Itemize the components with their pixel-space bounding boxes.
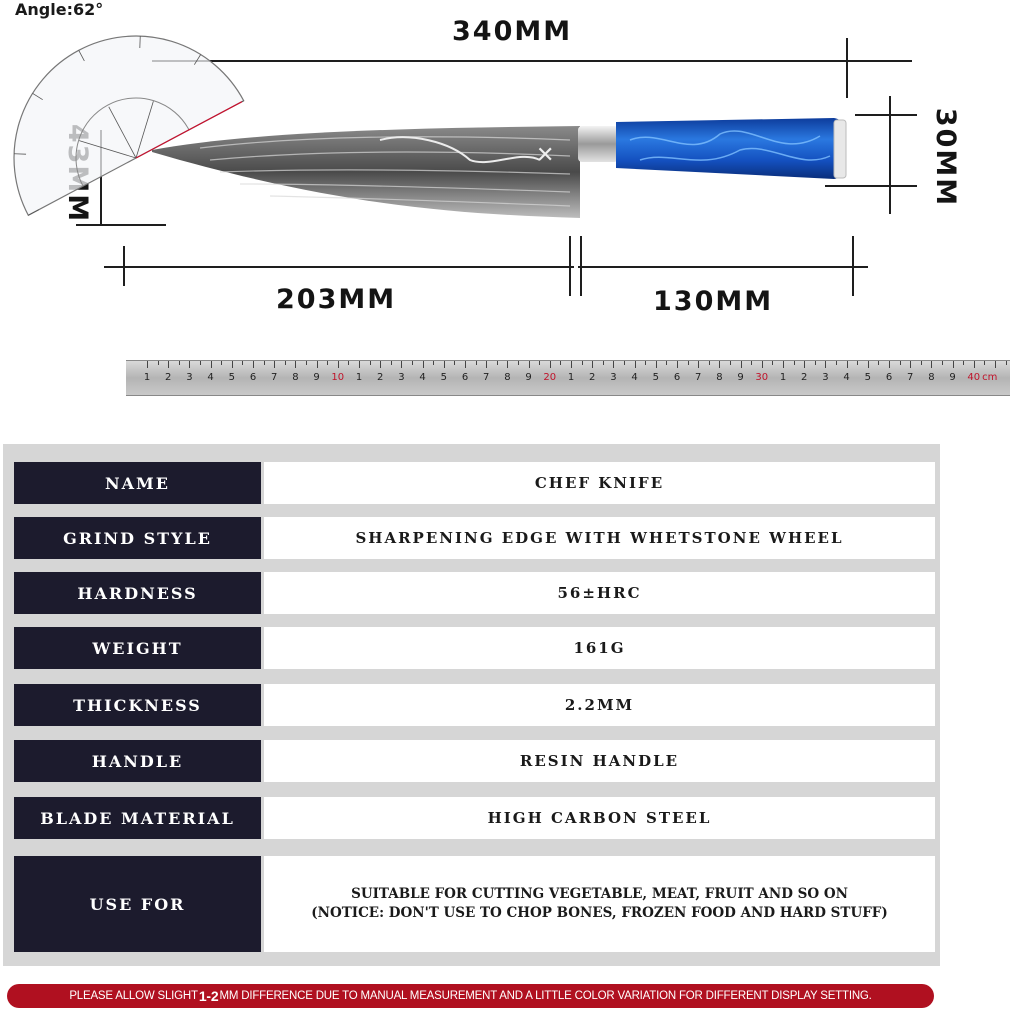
ruler-tick [158,361,159,365]
spec-value: SHARPENING EDGE WITH WHETSTONE WHEEL [264,517,935,559]
ruler-tick [825,361,826,368]
spec-key: THICKNESS [14,684,261,726]
ruler-tick [179,361,180,365]
ruler-tick [910,361,911,368]
ruler-number: 4 [631,372,638,383]
ruler-tick [380,361,381,368]
ruler-number: 9 [313,372,320,383]
measuring-ruler [126,360,1010,396]
ruler-tick [815,361,816,365]
spec-key: USE FOR [14,856,261,952]
ruler-tick [306,361,307,365]
use-for-line: SUITABLE FOR CUTTING VEGETABLE, MEAT, FRUIT AND SO ON [351,886,848,902]
ruler-number: 4 [419,372,426,383]
spec-value [264,856,935,952]
spec-panel [3,444,940,966]
ruler-tick [274,361,275,368]
ruler-tick [613,361,614,368]
spec-row-thickness [14,684,935,726]
use-for-notice-line: (NOTICE: DON'T USE TO CHOP BONES, FROZEN FOOD AND HARD STUFF) [311,905,888,921]
ruler-tick [189,361,190,368]
ruler-tick [974,361,975,368]
ruler-tick [741,361,742,368]
blade-length-label: 203MM [276,284,397,315]
ruler-tick [264,361,265,365]
ruler-tick [200,361,201,365]
blade-logo-icon: ✕ [536,143,555,168]
ruler-tick [560,361,561,365]
ruler-number: 1 [355,372,363,383]
ruler-tick [529,361,530,368]
spec-key: HARDNESS [14,572,261,614]
spec-key: GRIND STYLE [14,517,261,559]
ruler-tick [772,361,773,365]
ruler-tick [348,361,349,365]
ruler-tick [433,361,434,365]
spec-value: 161G [264,627,935,669]
spec-value: 2.2MM [264,684,935,726]
ruler-tick [645,361,646,365]
spec-key: BLADE MATERIAL [14,797,261,839]
ruler-number: 2 [377,372,384,383]
ruler-tick [338,361,339,368]
spec-value: CHEF KNIFE [264,462,935,504]
ruler-tick [253,361,254,368]
ruler-tick [666,361,667,365]
ruler-tick [147,361,148,368]
ruler-tick [465,361,466,368]
handle-height-label: 30MM [930,107,962,208]
ruler-tick [370,361,371,365]
ruler-number: 5 [864,372,871,383]
ruler-tick [242,361,243,365]
ruler-tick [783,361,784,368]
ruler-tick [168,361,169,368]
ruler-tick [730,361,731,365]
ruler-tick [900,361,901,365]
ruler-tick [412,361,413,365]
ruler-tick [603,361,604,365]
knife-handle [616,118,846,179]
ruler-tick [539,361,540,365]
spec-value: HIGH CARBON STEEL [264,797,935,839]
notice-text-start: PLEASE ALLOW SLIGHT [69,990,198,1002]
spec-row-name [14,462,935,504]
ruler-tick [444,361,445,368]
ruler-tick [582,361,583,365]
spec-key: WEIGHT [14,627,261,669]
ruler-tick [995,361,996,368]
protractor [0,0,244,215]
spec-row-hardness [14,572,935,614]
ruler-number: 6 [673,372,681,383]
ruler-tick [953,361,954,368]
ruler-number: 5 [652,372,659,383]
ruler-number: 2 [801,372,808,383]
ruler-tick [359,361,360,368]
ruler-tick [656,361,657,368]
ruler-tick [751,361,752,365]
ruler-number: 1 [567,372,575,383]
ruler-tick [571,361,572,368]
notice-text-end: MM DIFFERENCE DUE TO MANUAL MEASUREMENT AND A LITTLE COLOR VARIATION FOR DIFFERENT DISPLAY SETTING. [219,990,872,1002]
ruler-number: 4 [843,372,850,383]
spec-value: 56±HRC [264,572,935,614]
ruler-tick [942,361,943,365]
ruler-number: 2 [589,372,596,383]
ruler-number: 3 [398,372,405,383]
handle-length-label: 130MM [653,286,774,317]
ruler-tick [804,361,805,368]
ruler-number: 1 [779,372,787,383]
ruler-tick [762,361,763,368]
ruler-tick [518,361,519,365]
ruler-tick [232,361,233,368]
ruler-tick [401,361,402,368]
spec-value: RESIN HANDLE [264,740,935,782]
spec-row-blade-material [14,797,935,839]
ruler-tick [635,361,636,368]
ruler-number: 4 [207,372,214,383]
spec-row-grind-style [14,517,935,559]
ruler-number: 8 [928,372,935,383]
ruler-number: 7 [907,372,914,383]
ruler-tick [889,361,890,368]
ruler-decade-label: 10 [331,372,345,383]
ruler-number: 3 [186,372,193,383]
spec-row-use-for [14,856,935,952]
ruler-tick [592,361,593,368]
ruler-tick [836,361,837,365]
ruler-number: 5 [440,372,447,383]
ruler-tick [317,361,318,368]
ruler-tick [423,361,424,368]
ruler-number: 3 [610,372,617,383]
ruler-number: 3 [822,372,829,383]
ruler-tick [688,361,689,365]
ruler-number: 8 [716,372,723,383]
ruler-number: 9 [737,372,744,383]
ruler-decade-label: 40 [967,372,981,383]
ruler-tick [391,361,392,365]
ruler-tick [931,361,932,368]
ruler-tick [221,361,222,365]
ruler-tick [709,361,710,365]
spec-key: HANDLE [14,740,261,782]
ruler-tick [847,361,848,368]
ruler-tick [295,361,296,368]
ruler-tick [1006,361,1007,365]
ruler-tick [878,361,879,365]
ruler-tick [497,361,498,365]
angle-label: Angle:62° [15,0,104,19]
ruler-decade-label: 30 [755,372,769,383]
ruler-number: 8 [292,372,299,383]
ruler-number: 1 [143,372,151,383]
ruler-tick [698,361,699,368]
ruler-tick [507,361,508,368]
ruler-number: 2 [165,372,172,383]
ruler-tick [857,361,858,365]
ruler-decade-label: 20 [543,372,557,383]
ruler-tick [285,361,286,365]
ruler-tick [963,361,964,365]
knife-illustration [0,0,1010,340]
ruler-number: 7 [271,372,278,383]
ruler-tick [921,361,922,365]
total-length-label: 340MM [452,16,573,47]
knife-bolster [578,126,618,162]
ruler-tick [550,361,551,368]
ruler-tick [327,361,328,365]
ruler-tick [486,361,487,368]
ruler-number: 7 [483,372,490,383]
ruler-tick [677,361,678,368]
spec-row-handle [14,740,935,782]
measurement-notice [7,984,934,1008]
ruler-tick [794,361,795,365]
spec-key: NAME [14,462,261,504]
ruler-tick [211,361,212,368]
ruler-number: 9 [525,372,532,383]
notice-highlight: 1-2 [198,988,219,1004]
ruler-tick [454,361,455,365]
ruler-unit-label: cm [982,372,998,383]
ruler-number: 9 [949,372,956,383]
ruler-number: 6 [249,372,257,383]
ruler-number: 6 [885,372,893,383]
spec-row-weight [14,627,935,669]
ruler-tick [719,361,720,368]
ruler-tick [476,361,477,365]
ruler-tick [868,361,869,368]
ruler-tick [984,361,985,365]
ruler-number: 8 [504,372,511,383]
ruler-number: 6 [461,372,469,383]
ruler-number: 5 [228,372,235,383]
ruler-number: 7 [695,372,702,383]
ruler-tick [624,361,625,365]
